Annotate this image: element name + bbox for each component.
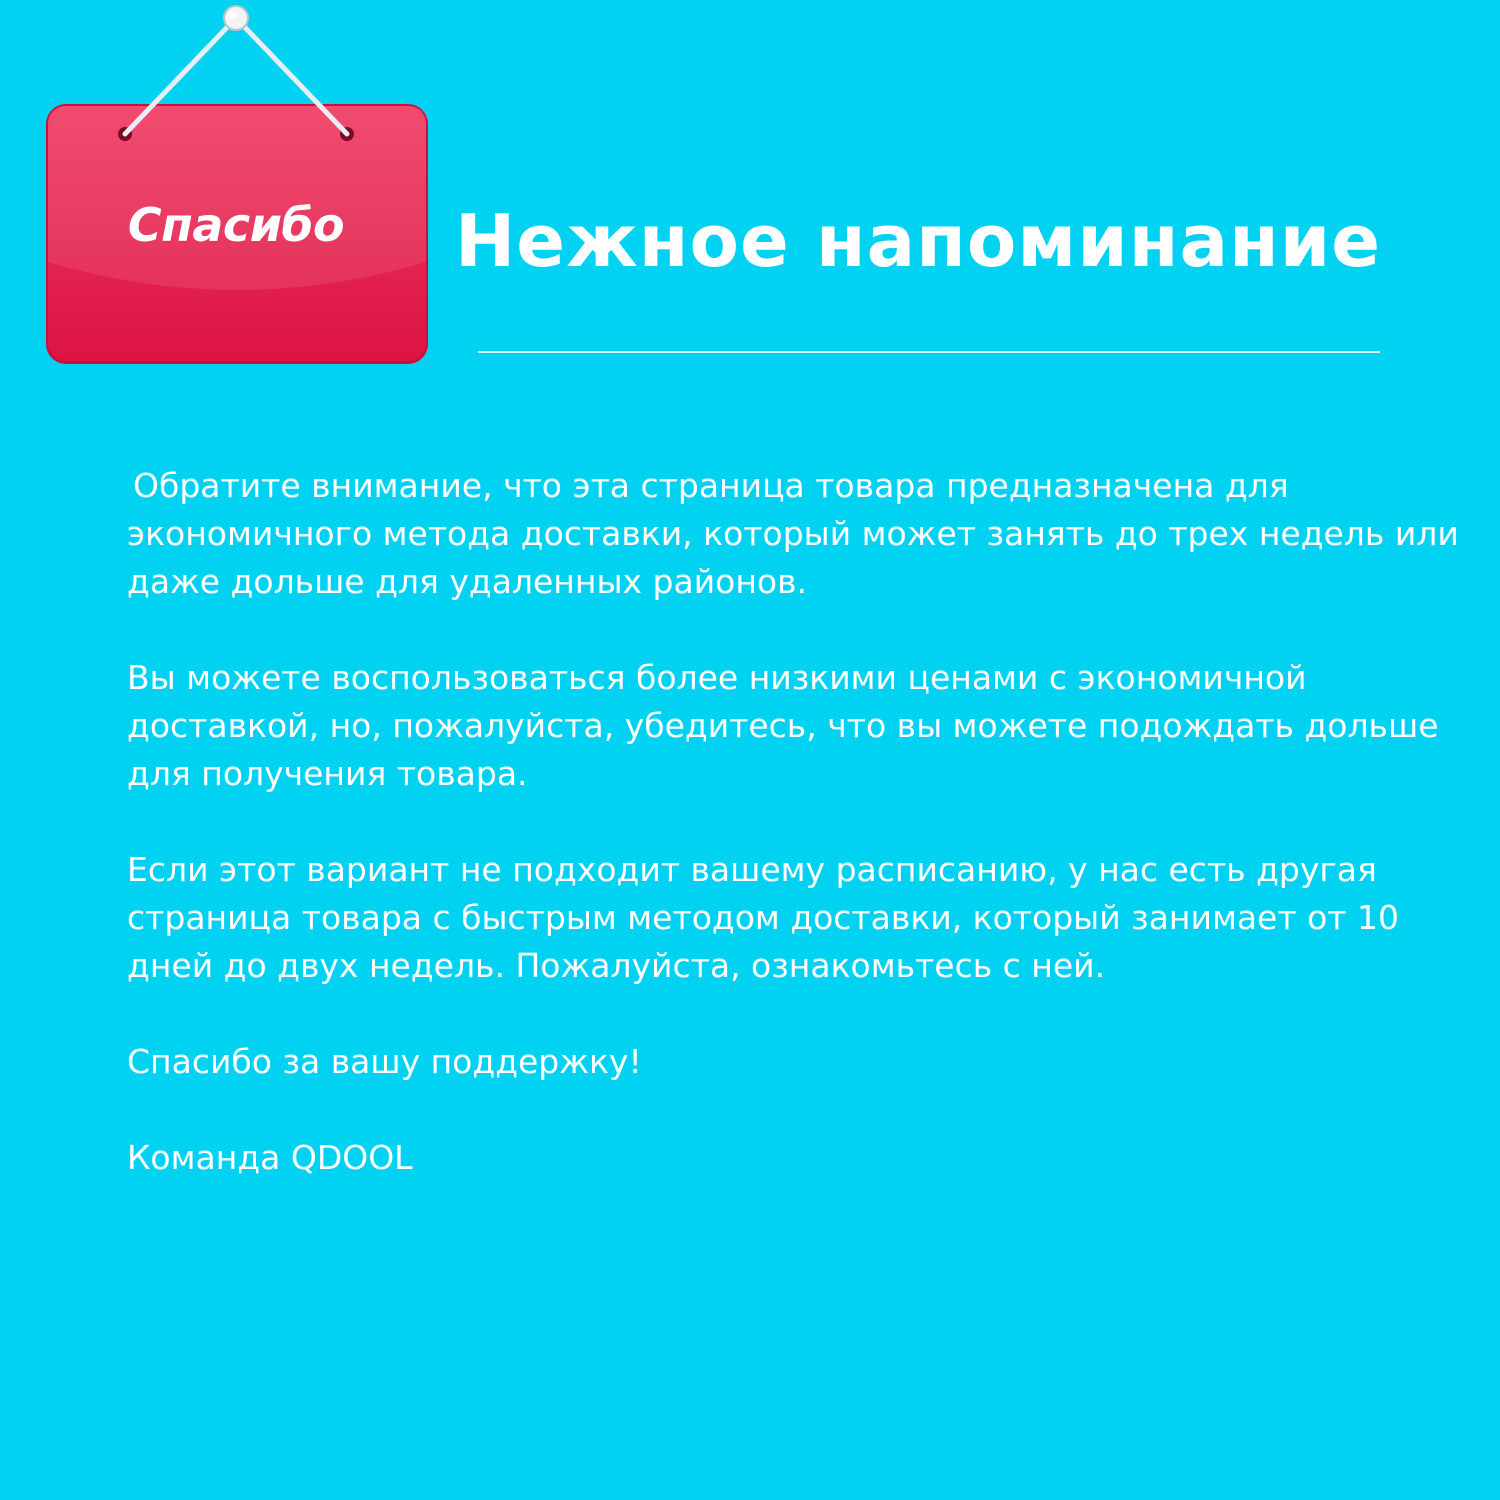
notice-paragraph: Обратите внимание, что эта страница товара предназначена для экономичного метода доставки, который может занять до трех недель или даже дольше для удаленных районов. bbox=[127, 466, 1459, 601]
sign-label: Спасибо bbox=[127, 198, 345, 252]
notice-body bbox=[127, 462, 1472, 1182]
nail-icon bbox=[224, 6, 248, 30]
signature: Команда QDOOL bbox=[127, 1138, 413, 1177]
notice-paragraph: Вы можете воспользоваться более низкими ценами с экономичной доставкой, но, пожалуйста, убедитесь, что вы можете подождать дольше для получения товара. bbox=[127, 658, 1439, 793]
notice-paragraph: Если этот вариант не подходит вашему расписанию, у нас есть другая страница товара с быстрым методом доставки, который занимает от 10 дней до двух недель. Пожалуйста, ознакомьтесь с ней. bbox=[127, 850, 1399, 985]
title-divider bbox=[478, 351, 1380, 353]
page-title: Нежное напоминание bbox=[455, 199, 1382, 283]
thanks-line: Спасибо за вашу поддержку! bbox=[127, 1042, 642, 1081]
